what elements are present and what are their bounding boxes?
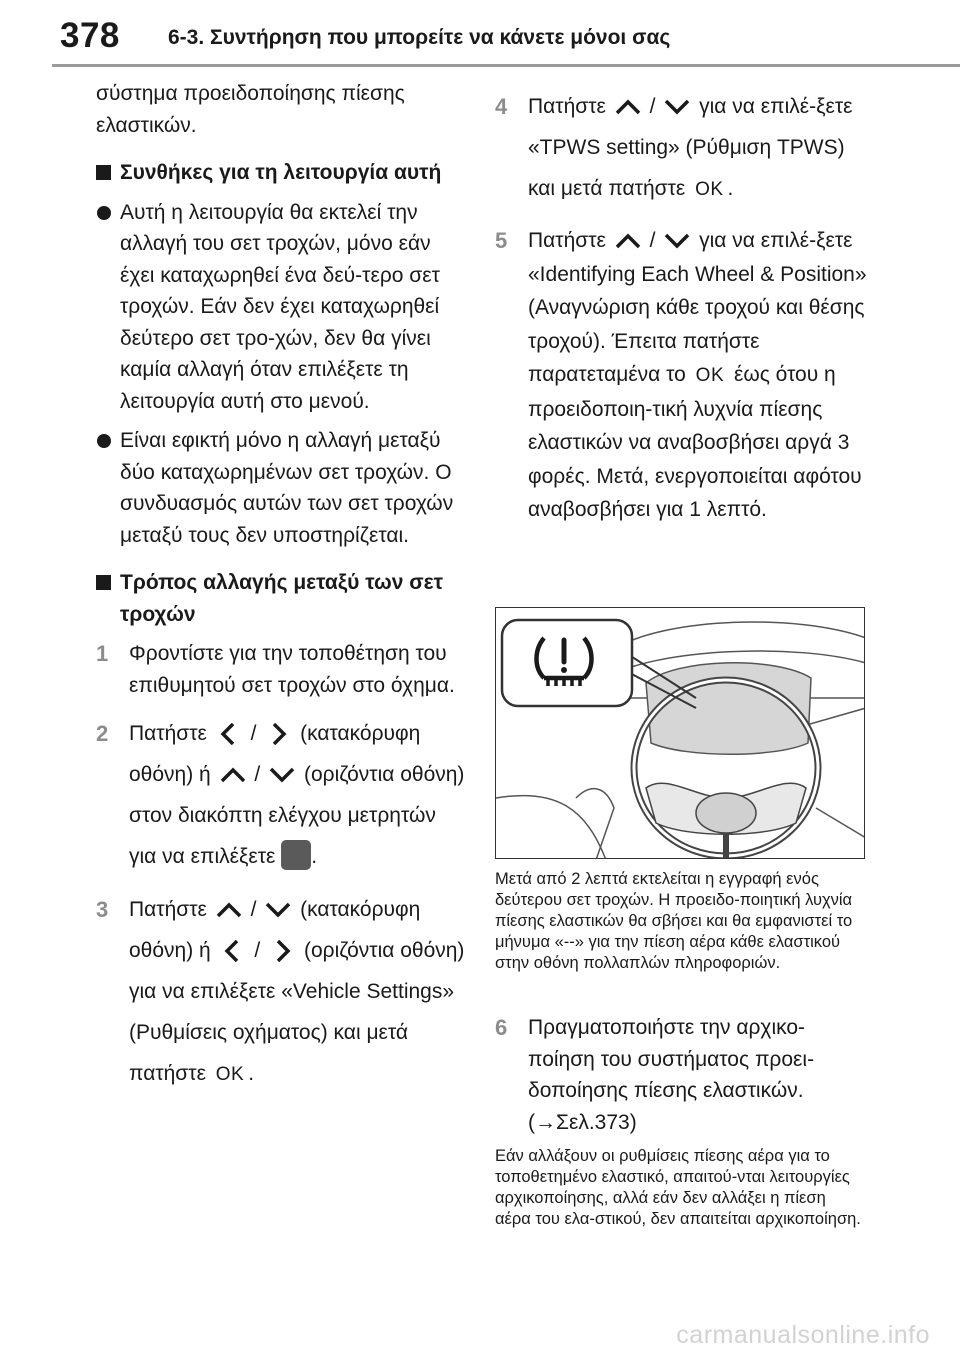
initialization-note: Εάν αλλάξουν οι ρυθμίσεις πίεσης αέρα για το τοποθετημένο ελαστικό, απαιτού-νται λειτουργίες αρχικοποίησης, αλλά εάν δεν αλλάξει η πίεση αέρα του ελα-στικού, δεν απαιτείται αρχικοποίηση.: [495, 1147, 861, 1228]
illustration-caption: Μετά από 2 λεπτά εκτελείται η εγγραφή ενός δεύτερου σετ τροχών. Η προειδο-ποιητική λυχνία πίεσης ελαστικών θα σβήσει και θα εμφανιστεί το μήνυμα «--» για την πίεση αέρα κάθε ελαστικού στην οθόνη πολλαπλών πληροφοριών.: [495, 870, 853, 972]
square-bullet-icon: [96, 165, 111, 180]
step-text: (οριζόντια οθόνη) για να επιλέξετε «Vehicle Settings» (Ρυθμίσεις οχήματος) και μετά πατήστε: [129, 939, 465, 1085]
step-text: (οριζόντια οθόνη) στον διακόπτη ελέγχου μετρητών για να επιλέξετε: [129, 763, 465, 868]
left-column: [96, 74, 468, 1095]
step-2: [96, 713, 468, 877]
step-text: Πατήστε: [129, 898, 207, 921]
bullet-dot-icon: [97, 434, 111, 448]
step-text: Πατήστε: [528, 229, 606, 252]
page-reference: (→Σελ.373): [528, 1110, 637, 1134]
step-text: έως ότου η προειδοποιη-τική λυχνία πίεσης ελαστικών να αναβοσβήσει αργά 3 φορές. Μετά, ενεργοποιείται αφότου αναβοσβήσει για 1 λεπτό.: [528, 363, 862, 521]
heading-switching: [96, 567, 468, 630]
chevron-up-icon: [215, 899, 243, 921]
bullet-text: Είναι εφικτή μόνο η αλλαγή μεταξύ δύο καταχωρημένων σετ τροχών. Ο συνδυασμός αυτών των σετ τροχών μεταξύ τους δεν υποστηρίζεται.: [120, 429, 454, 547]
chevron-up-icon: [614, 230, 642, 252]
separator: /: [649, 229, 656, 252]
bullet-dot-icon: [97, 206, 111, 220]
step-text: για να επιλέ-ξετε «Identifying Each Wheel & Position» (Αναγνώριση κάθε τροχού και θέσης τροχού). Έπειτα πατήστε παρατεταμένα το: [528, 229, 867, 386]
right-column: [495, 86, 875, 527]
separator: /: [254, 939, 261, 962]
chevron-down-icon: [268, 764, 296, 786]
step-text: (κατακόρυφη οθόνη) ή: [129, 898, 421, 962]
separator: /: [250, 898, 257, 921]
step-5: [495, 224, 875, 527]
step-number: 2: [96, 721, 109, 746]
tire-pressure-warning-icon: [532, 632, 596, 694]
step-text: .: [727, 177, 734, 200]
step-text: για να επιλέ-ξετε «TPWS setting» (Ρύθμιση TPWS) και μετά πατήστε: [528, 95, 853, 200]
step-1: [96, 638, 468, 701]
bullet-item: [96, 197, 468, 418]
step-text: Πατήστε: [129, 722, 207, 745]
step-number: 4: [495, 94, 508, 119]
step-number: 5: [495, 228, 508, 253]
step-6: [495, 1012, 865, 1138]
separator: /: [649, 95, 656, 118]
chevron-down-icon: [264, 899, 292, 921]
step-text: Πατήστε: [528, 95, 606, 118]
step-4: [495, 86, 875, 210]
step-number: 1: [96, 641, 109, 666]
chevron-up-icon: [219, 764, 247, 786]
step-text: .: [248, 1062, 255, 1085]
header-divider: [52, 64, 960, 67]
intro-text: σύστημα προειδοποίησης πίεσης ελαστικών.: [96, 82, 405, 137]
step-text: Πραγματοποιήστε την αρχικο-ποίηση του συστήματος προει-δοποίησης πίεσης ελαστικών.: [528, 1016, 815, 1102]
bullet-item: [96, 425, 468, 551]
ok-button-icon: OK: [695, 179, 724, 200]
chevron-left-icon: [219, 940, 247, 962]
step-text: Φροντίστε για την τοποθέτηση του επιθυμητού σετ τροχών στο όχημα.: [129, 642, 455, 697]
ok-button-icon: OK: [695, 365, 725, 386]
step-text: (κατακόρυφη οθόνη) ή: [129, 722, 421, 786]
gear-icon: [281, 840, 311, 870]
separator: /: [254, 763, 261, 786]
heading-conditions: [96, 157, 468, 189]
square-bullet-icon: [96, 575, 111, 590]
heading-conditions-text: Συνθήκες για τη λειτουργία αυτή: [120, 161, 442, 184]
heading-switching-text: Τρόπος αλλαγής μεταξύ των σετ τροχών: [120, 571, 443, 626]
step-text: .: [311, 845, 318, 868]
page-header: [0, 0, 960, 70]
watermark: carmanualsonline.info: [676, 1321, 930, 1349]
page-number: 378: [60, 16, 120, 55]
chevron-right-icon: [264, 723, 292, 745]
chevron-right-icon: [268, 940, 296, 962]
step-number: 3: [96, 897, 109, 922]
separator: /: [250, 722, 257, 745]
bullet-text: Αυτή η λειτουργία θα εκτελεί την αλλαγή του σετ τροχών, μόνο εάν έχει καταχωρηθεί ένα δεύ-τερο σετ τροχών. Εάν δεν έχει καταχωρηθεί δεύτερο σετ τρο-χών, δεν θα γίνει καμία αλλαγή όταν επιλέξετε τη λειτουργία αυτή στο μενού.: [120, 200, 440, 413]
ok-button-icon: OK: [215, 1064, 245, 1085]
step-3: [96, 889, 468, 1095]
chevron-left-icon: [215, 723, 243, 745]
step-number: 6: [495, 1015, 508, 1040]
chevron-down-icon: [663, 230, 691, 252]
chevron-down-icon: [663, 96, 691, 118]
section-title: 6-3. Συντήρηση που μπορείτε να κάνετε μόνοι σας: [168, 26, 671, 49]
dashboard-illustration: [495, 607, 865, 859]
chevron-up-icon: [614, 96, 642, 118]
